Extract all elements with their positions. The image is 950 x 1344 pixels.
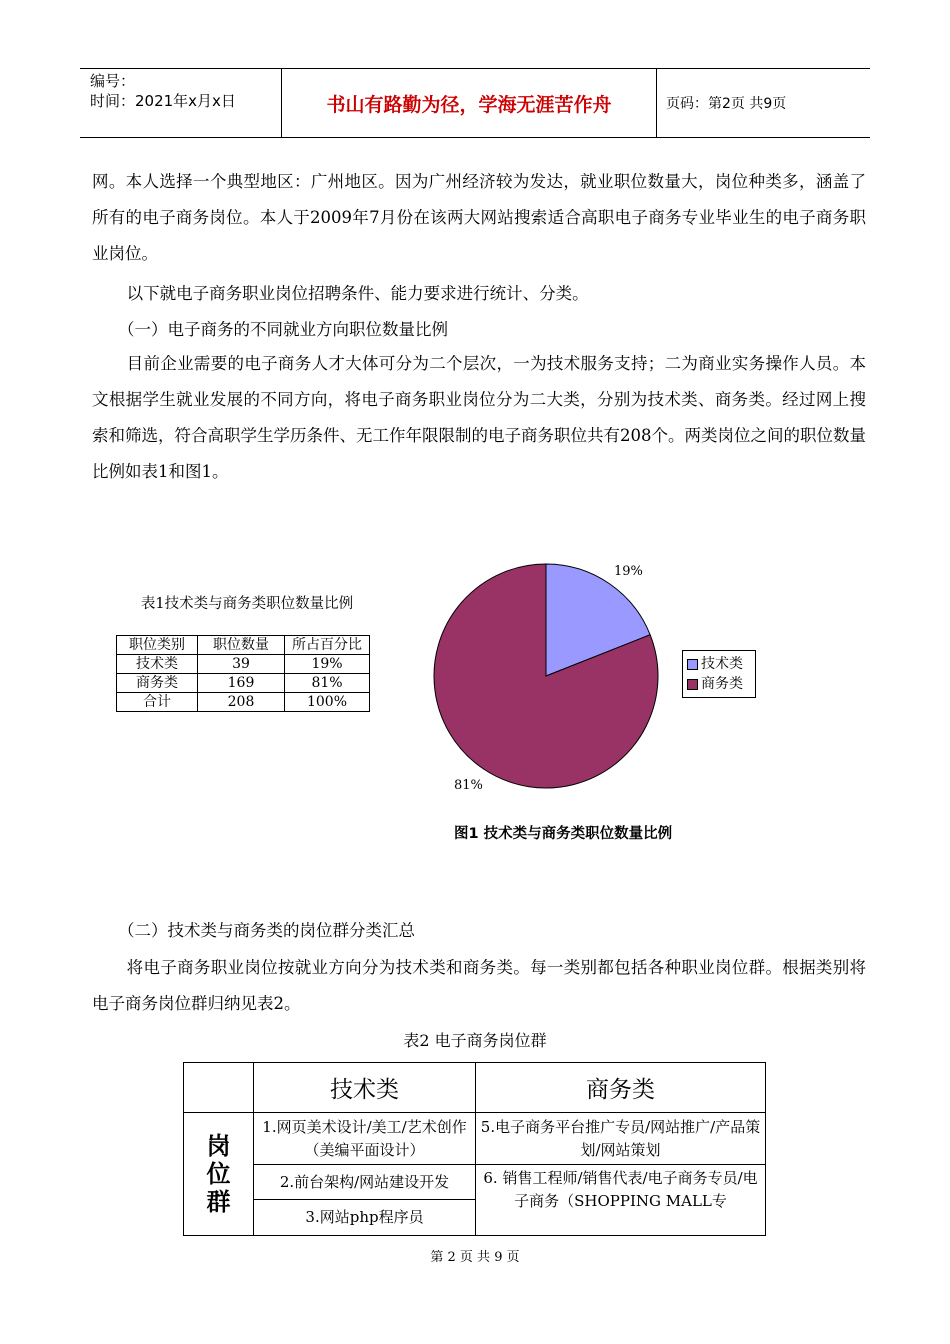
table1-cell: 100% xyxy=(285,693,370,712)
table1-header: 职位数量 xyxy=(198,636,285,655)
table2-row-header: 岗 位 群 xyxy=(206,1132,231,1216)
table1-header: 所占百分比 xyxy=(285,636,370,655)
header-motto: 书山有路勤为径，学海无涯苦作舟 xyxy=(282,69,657,137)
table2-row-header-cell xyxy=(184,1113,254,1235)
legend-item xyxy=(687,675,743,693)
table1-caption: 表1技术类与商务类职位数量比例 xyxy=(140,596,354,612)
table-row xyxy=(117,693,370,712)
table2-caption: 表2 电子商务岗位群 xyxy=(403,1031,547,1050)
figure-caption: 图1 技术类与商务类职位数量比例 xyxy=(454,826,673,842)
section-heading-2: （二）技术类与商务类的岗位群分类汇总 xyxy=(118,921,415,940)
paragraph-2: 以下就电子商务职业岗位招聘条件、能力要求进行统计、分类。 xyxy=(126,284,589,303)
table1-cell: 商务类 xyxy=(117,674,198,693)
pie-data-label: 19% xyxy=(614,564,643,579)
table2-tech-cell: 2.前台架构/网站建设开发 xyxy=(254,1165,476,1200)
table2-corner-cell xyxy=(184,1063,254,1113)
paragraph-3: 目前企业需要的电子商务人才大体可分为二个层次，一为技术服务支持；二为商业实务操作人员。本文根据学生就业发展的不同方向，将电子商务职业岗位分为二大类，分别为技术类、商务类。经过网上搜索和筛选，符合高职学生学历条件、无工作年限限制的电子商务职位共有208个。两类岗位之间的职位数量比例如表1和图1。 xyxy=(92,354,866,481)
table-row xyxy=(117,655,370,674)
table2-business-cell: 5.电子商务平台推广专员/网站推广/产品策划/网站策划 xyxy=(476,1113,765,1165)
table1-header-row xyxy=(117,636,370,655)
table-row xyxy=(117,674,370,693)
table1-cell: 合计 xyxy=(117,693,198,712)
table1-cell: 169 xyxy=(198,674,285,693)
page-footer: 第 2 页 共 9 页 xyxy=(430,1250,520,1265)
legend-swatch xyxy=(687,679,698,690)
legend-swatch xyxy=(687,659,698,670)
pie-data-label: 81% xyxy=(454,778,483,793)
paragraph-1: 网。本人选择一个典型地区：广州地区。因为广州经济较为发达，就业职位数量大，岗位种类多，涵盖了所有的电子商务岗位。本人于2009年7月份在该两大网站搜索适合高职电子商务专业毕业生的电子商务职业岗位。 xyxy=(92,172,866,263)
table1-header: 职位类别 xyxy=(117,636,198,655)
table2-tech-cell: 3.网站php程序员 xyxy=(254,1200,476,1235)
table2-header-business: 商务类 xyxy=(476,1063,765,1113)
legend-label: 技术类 xyxy=(701,656,743,672)
paragraph-4: 将电子商务职业岗位按就业方向分为技术类和商务类。每一类别都包括各种职业岗位群。根据类别将电子商务岗位群归纳见表2。 xyxy=(92,958,866,1013)
table2-business-cell: 6. 销售工程师/销售代表/电子商务专员/电子商务（SHOPPING MALL专 xyxy=(483,1169,758,1210)
header-meta xyxy=(80,69,282,137)
table1-cell: 81% xyxy=(285,674,370,693)
legend-item xyxy=(687,655,743,673)
table2 xyxy=(183,1062,766,1236)
table2-header-tech: 技术类 xyxy=(254,1063,476,1113)
chart-legend xyxy=(682,650,756,698)
table1-cell: 39 xyxy=(198,655,285,674)
table2-tech-cell: 1.网页美术设计/美工/艺术创作（美编平面设计） xyxy=(254,1113,476,1165)
section-heading-1: （一）电子商务的不同就业方向职位数量比例 xyxy=(118,320,448,339)
table1-cell: 19% xyxy=(285,655,370,674)
table1 xyxy=(116,635,370,712)
header-page-info: 页码：第2页 共9页 xyxy=(666,96,787,112)
code-label: 编号： xyxy=(90,72,136,90)
legend-label: 商务类 xyxy=(701,676,743,692)
table1-cell: 技术类 xyxy=(117,655,198,674)
time-label: 时间：2021年x月x日 xyxy=(90,92,236,110)
pie-chart xyxy=(420,555,670,805)
table1-cell: 208 xyxy=(198,693,285,712)
page-header xyxy=(80,68,870,138)
